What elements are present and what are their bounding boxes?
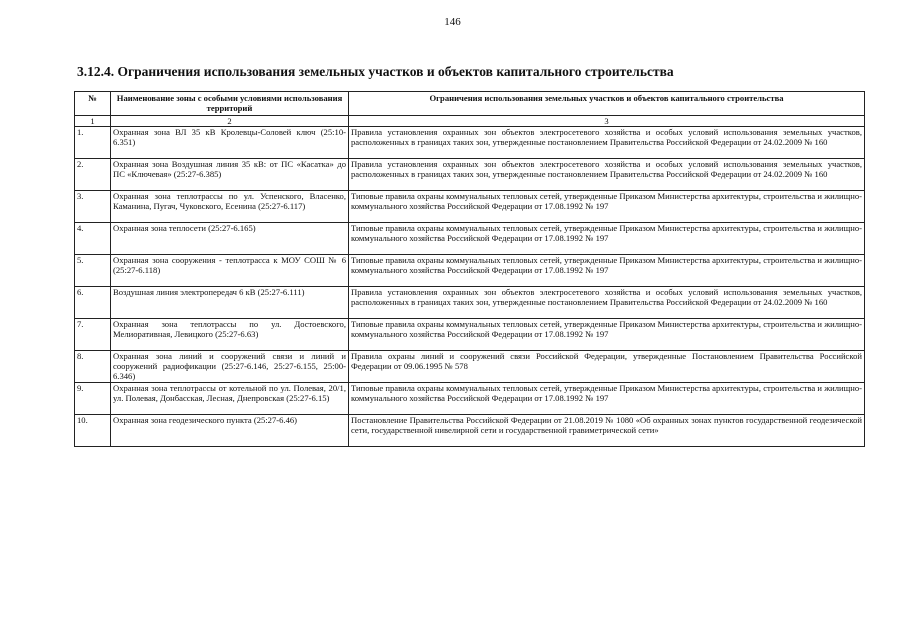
column-number: 3 (349, 115, 865, 126)
table-row (75, 222, 865, 254)
row-number: 5. (75, 254, 111, 286)
zone-name: Охранная зона сооружения - теплотрасса к МОУ СОШ № 6 (25:27-6.118) (111, 254, 349, 286)
page-number: 146 (444, 16, 461, 28)
row-number: 4. (75, 222, 111, 254)
zone-name: Охранная зона геодезического пункта (25:27-6.46) (111, 414, 349, 446)
table-row (75, 414, 865, 446)
header-restriction: Ограничения использования земельных участков и объектов капитального строительства (349, 92, 865, 116)
table-row (75, 382, 865, 414)
zone-name: Охранная зона Воздушная линия 35 кВ: от ПС «Касатка» до ПС «Ключевая» (25:27-6.385) (111, 158, 349, 190)
row-number: 6. (75, 286, 111, 318)
table-row (75, 254, 865, 286)
restriction-text: Типовые правила охраны коммунальных тепловых сетей, утвержденные Приказом Министерства архитектуры, строительства и жилищно-коммунального хозяйства Российской Федерации от 17.08.1992 № 197 (349, 190, 865, 222)
restriction-text: Типовые правила охраны коммунальных тепловых сетей, утвержденные Приказом Министерства архитектуры, строительства и жилищно-коммунального хозяйства Российской Федерации от 17.08.1992 № 197 (349, 254, 865, 286)
row-number: 9. (75, 382, 111, 414)
header-row (75, 92, 865, 116)
column-number: 1 (75, 115, 111, 126)
header-zone: Наименование зоны с особыми условиями использования территорий (111, 92, 349, 116)
restriction-text: Правила охраны линий и сооружений связи Российской Федерации, утвержденные Постановлением Правительства Российской Федерации от 09.06.1995 № 578 (349, 350, 865, 382)
zone-name: Охранная зона линий и сооружений связи и линий и сооружений радиофикации (25:27-6.146, 25:27-6.155, 25:00-6.346) (111, 350, 349, 382)
table-row (75, 318, 865, 350)
zone-name: Воздушная линия электропередач 6 кВ (25:27-6.111) (111, 286, 349, 318)
restriction-text: Типовые правила охраны коммунальных тепловых сетей, утвержденные Приказом Министерства архитектуры, строительства и жилищно-коммунального хозяйства Российской Федерации от 17.08.1992 № 197 (349, 318, 865, 350)
column-number: 2 (111, 115, 349, 126)
row-number: 10. (75, 414, 111, 446)
zone-name: Охранная зона теплотрассы от котельной по ул. Полевая, 20/1, ул. Полевая, Донбасская, Лесная, Днепровская (25:27-6.15) (111, 382, 349, 414)
restriction-text: Постановление Правительства Российской Федерации от 21.08.2019 № 1080 «Об охранных зонах пунктов государственной геодезической сети, государственной нивелирной сети и государственной гравиметрической сети» (349, 414, 865, 446)
restrictions-table (74, 91, 865, 447)
restriction-text: Типовые правила охраны коммунальных тепловых сетей, утвержденные Приказом Министерства архитектуры, строительства и жилищно-коммунального хозяйства Российской Федерации от 17.08.1992 № 197 (349, 382, 865, 414)
header-num: № (75, 92, 111, 116)
table-row (75, 190, 865, 222)
zone-name: Охранная зона теплотрассы по ул. Успенского, Власенко, Каманина, Пугач, Чуковского, Есенина (25:27-6.117) (111, 190, 349, 222)
restriction-text: Правила установления охранных зон объектов электросетевого хозяйства и особых условий использования земельных участков, расположенных в границах таких зон, утвержденные постановлением Правительства Российской Федерации от 24.02.2009 № 160 (349, 126, 865, 158)
row-number: 1. (75, 126, 111, 158)
table-row (75, 286, 865, 318)
zone-name: Охранная зона теплотрассы по ул. Достоевского, Мелиоративная, Левицкого (25:27-6.63) (111, 318, 349, 350)
column-number-row (75, 115, 865, 126)
restriction-text: Правила установления охранных зон объектов электросетевого хозяйства и особых условий использования земельных участков, расположенных в границах таких зон, утвержденные постановлением Правительства Российской Федерации от 24.02.2009 № 160 (349, 286, 865, 318)
zone-name: Охранная зона ВЛ 35 кВ Кролевцы-Соловей ключ (25:10-6.351) (111, 126, 349, 158)
table-row (75, 158, 865, 190)
restriction-text: Правила установления охранных зон объектов электросетевого хозяйства и особых условий использования земельных участков, расположенных в границах таких зон, утвержденные постановлением Правительства Российской Федерации от 24.02.2009 № 160 (349, 158, 865, 190)
restriction-text: Типовые правила охраны коммунальных тепловых сетей, утвержденные Приказом Министерства архитектуры, строительства и жилищно-коммунального хозяйства Российской Федерации от 17.08.1992 № 197 (349, 222, 865, 254)
row-number: 3. (75, 190, 111, 222)
row-number: 8. (75, 350, 111, 382)
zone-name: Охранная зона теплосети (25:27-6.165) (111, 222, 349, 254)
table-row (75, 126, 865, 158)
row-number: 2. (75, 158, 111, 190)
table-row (75, 350, 865, 382)
section-title: 3.12.4. Ограничения использования земельных участков и объектов капитального строительства (77, 64, 674, 79)
row-number: 7. (75, 318, 111, 350)
